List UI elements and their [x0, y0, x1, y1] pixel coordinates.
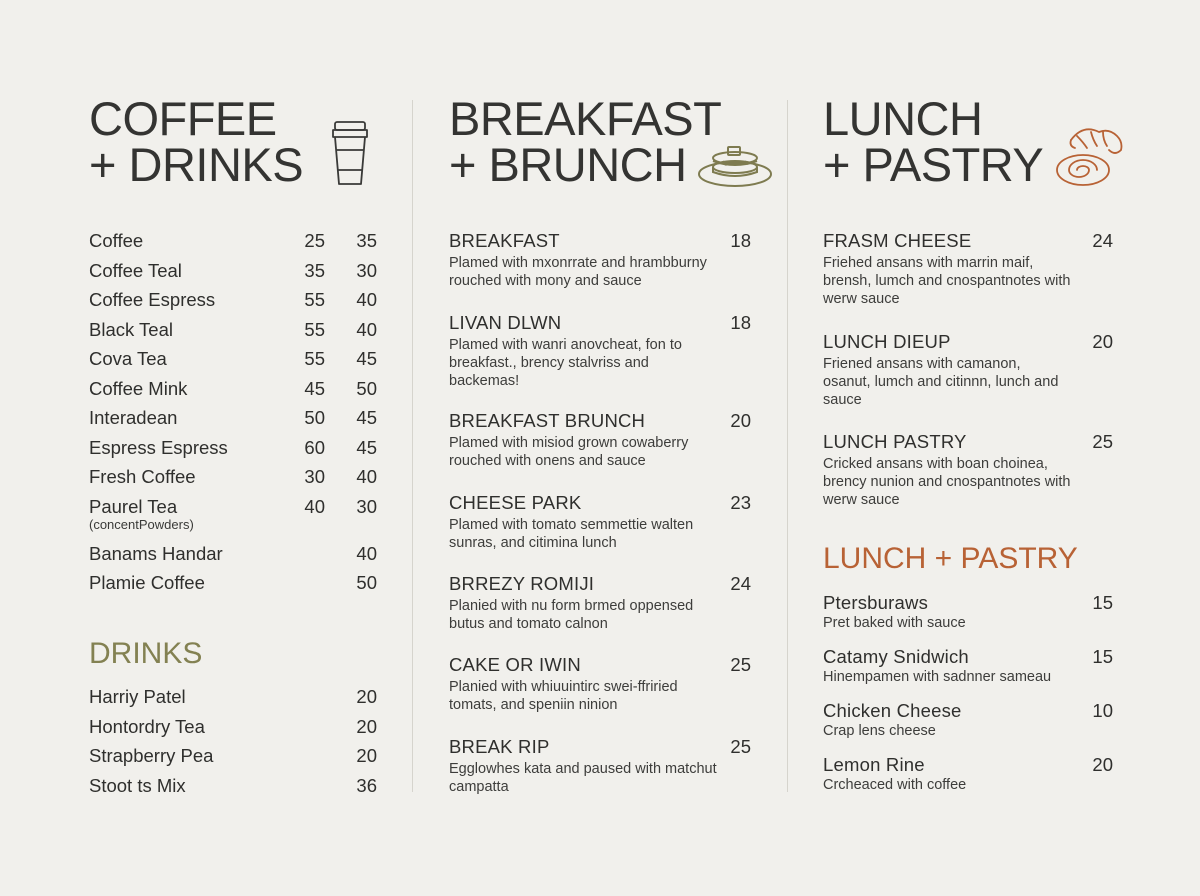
lunch-pastry-column — [823, 0, 1113, 896]
menu-item — [449, 491, 751, 561]
menu-item — [89, 436, 377, 466]
item-description: Crcheaced with coffee — [823, 777, 967, 793]
item-description: Planied with whiuuintirc swei-ffriried tomats, and speniin ninion — [449, 679, 678, 713]
item-name: Lemon Rine — [823, 754, 925, 775]
item-price: 25 — [730, 736, 751, 757]
menu-item — [449, 653, 751, 723]
item-name: BRREZY ROMIJI — [449, 573, 595, 594]
item-name: LIVAN DLWN — [449, 312, 562, 333]
drinks-heading: DRINKS — [89, 637, 203, 670]
item-price-large: 30 — [356, 260, 377, 281]
item-name: Banams Handar — [89, 543, 223, 564]
item-price-small: 60 — [304, 437, 325, 458]
item-name: Coffee — [89, 230, 144, 251]
item-name: FRASM CHEESE — [823, 230, 972, 251]
item-price: 15 — [1092, 646, 1113, 667]
item-name: Interadean — [89, 407, 178, 428]
menu-item — [89, 318, 377, 348]
item-name: Stoot ts Mix — [89, 775, 186, 796]
title-line-1: BREAKFAST — [449, 92, 722, 145]
menu-item — [89, 495, 377, 532]
title-line-2: + PASTRY — [823, 138, 1044, 191]
item-price-large: 40 — [356, 289, 377, 310]
item-description: Hinempamen with sadnner sameau — [823, 669, 1052, 685]
menu-item — [89, 406, 377, 436]
menu-item — [449, 311, 751, 389]
title-line-2: + BRUNCH — [449, 138, 687, 191]
item-description: Plamed with mxonrrate and hrambburny rouched with mony and sauce — [449, 255, 707, 289]
item-price: 24 — [1092, 230, 1113, 251]
item-description: Pret baked with sauce — [823, 615, 966, 631]
item-price-large: 35 — [356, 230, 377, 251]
item-price-large: 40 — [356, 543, 377, 564]
item-price-small: 25 — [304, 230, 325, 251]
item-name: Fresh Coffee — [89, 466, 196, 487]
item-price-small: 55 — [304, 319, 325, 340]
item-name: BREAK RIP — [449, 736, 550, 757]
title-line-1: COFFEE — [89, 92, 277, 145]
menu-item — [823, 753, 1113, 799]
pastry-heading: LUNCH + PASTRY — [823, 542, 1078, 575]
menu-item — [89, 288, 377, 318]
menu-item — [89, 571, 377, 601]
item-name: Plamie Coffee — [89, 572, 205, 593]
item-price: 20 — [1092, 331, 1113, 352]
item-price: 20 — [730, 410, 751, 431]
menu-item — [449, 409, 751, 479]
item-name: BREAKFAST — [449, 230, 560, 251]
item-price-small: 45 — [304, 378, 325, 399]
item-price-small: 55 — [304, 289, 325, 310]
item-price: 23 — [730, 492, 751, 513]
menu-item — [89, 774, 377, 804]
coffee-drinks-column — [89, 0, 377, 896]
item-name: Hontordry Tea — [89, 716, 205, 737]
item-price: 18 — [730, 312, 751, 333]
menu-item — [89, 377, 377, 407]
menu-item — [823, 330, 1113, 410]
title-line-1: LUNCH — [823, 92, 983, 145]
menu-item — [89, 347, 377, 377]
coffee-drinks-title — [89, 92, 304, 191]
item-name: Espress Espress — [89, 437, 228, 458]
item-name: LUNCH DIEUP — [823, 331, 951, 352]
item-description: Egglowhes kata and paused with matchut campatta — [449, 761, 717, 795]
item-description: Friehed ansans with marrin maif, brensh, lumch and cnospantnotes with werw sauce — [823, 255, 1071, 307]
menu-item — [823, 229, 1113, 309]
item-price-large: 45 — [356, 437, 377, 458]
menu-item — [823, 591, 1113, 637]
item-price-small: 30 — [304, 466, 325, 487]
item-description: Crap lens cheese — [823, 723, 936, 739]
item-price-large: 50 — [356, 378, 377, 399]
menu-item — [823, 699, 1113, 745]
item-price-large: 45 — [356, 407, 377, 428]
item-price: 15 — [1092, 592, 1113, 613]
item-name: CAKE OR IWIN — [449, 654, 581, 675]
coffee-cup-icon — [327, 118, 379, 188]
item-name: Paurel Tea — [89, 496, 178, 517]
item-name: CHEESE PARK — [449, 492, 582, 513]
item-price-small: 40 — [304, 496, 325, 517]
item-price: 10 — [1092, 700, 1113, 721]
item-price: 20 — [356, 686, 377, 707]
item-description: Plamed with tomato semmettie walten sunras, and citimina lunch — [449, 517, 694, 551]
item-name: Ptersburaws — [823, 592, 929, 613]
item-name: Coffee Espress — [89, 289, 216, 310]
croissant-icon — [1053, 122, 1127, 190]
item-price-small: 50 — [304, 407, 325, 428]
item-price: 20 — [356, 716, 377, 737]
item-name: Cova Tea — [89, 348, 167, 369]
item-description: Friened ansans with camanon, osanut, lumch and citinnn, lunch and sauce — [823, 356, 1059, 408]
menu-item — [89, 542, 377, 572]
menu-item — [89, 259, 377, 289]
menu-item — [823, 645, 1113, 691]
breakfast-brunch-column — [449, 0, 751, 896]
item-price-large: 40 — [356, 319, 377, 340]
item-price-small: 35 — [304, 260, 325, 281]
item-price-large: 45 — [356, 348, 377, 369]
item-description: Cricked ansans with boan choinea, brency nunion and cnospantnotes with werw sauce — [823, 456, 1071, 508]
item-price: 20 — [1092, 754, 1113, 775]
item-price: 36 — [356, 775, 377, 796]
pancakes-icon — [695, 140, 775, 190]
item-name: Catamy Snidwich — [823, 646, 969, 667]
menu-item — [89, 229, 377, 259]
menu-item — [449, 735, 751, 805]
item-name: Coffee Mink — [89, 378, 188, 399]
item-description: Plamed with wanri anovcheat, fon to breakfast., brency stalvriss and backemas! — [449, 337, 682, 389]
menu-item — [89, 715, 377, 745]
item-name: Harriy Patel — [89, 686, 186, 707]
item-name: Strapberry Pea — [89, 745, 214, 766]
column-divider-left — [412, 100, 413, 792]
item-name: LUNCH PASTRY — [823, 431, 967, 452]
item-price-large: 40 — [356, 466, 377, 487]
item-note: (concentPowders) — [89, 517, 194, 532]
item-name: BREAKFAST BRUNCH — [449, 410, 646, 431]
item-description: Plamed with misiod grown cowaberry rouched with onens and sauce — [449, 435, 689, 469]
menu-item — [823, 430, 1113, 510]
menu-item — [449, 572, 751, 642]
item-description: Planied with nu form brmed oppensed butus and tomato calnon — [449, 598, 694, 632]
item-price: 24 — [730, 573, 751, 594]
menu-item — [89, 744, 377, 774]
menu-item — [89, 685, 377, 715]
item-price: 20 — [356, 745, 377, 766]
breakfast-brunch-title — [449, 92, 722, 191]
item-price-small: 55 — [304, 348, 325, 369]
title-line-2: + DRINKS — [89, 138, 304, 191]
menu-item — [89, 465, 377, 495]
item-price-large: 50 — [356, 572, 377, 593]
column-divider-right — [787, 100, 788, 792]
item-price-large: 30 — [356, 496, 377, 517]
item-price: 18 — [730, 230, 751, 251]
item-name: Chicken Cheese — [823, 700, 962, 721]
lunch-pastry-title — [823, 92, 1044, 191]
item-name: Black Teal — [89, 319, 173, 340]
menu-item — [449, 229, 751, 299]
item-price: 25 — [1092, 431, 1113, 452]
item-price: 25 — [730, 654, 751, 675]
item-name: Coffee Teal — [89, 260, 182, 281]
